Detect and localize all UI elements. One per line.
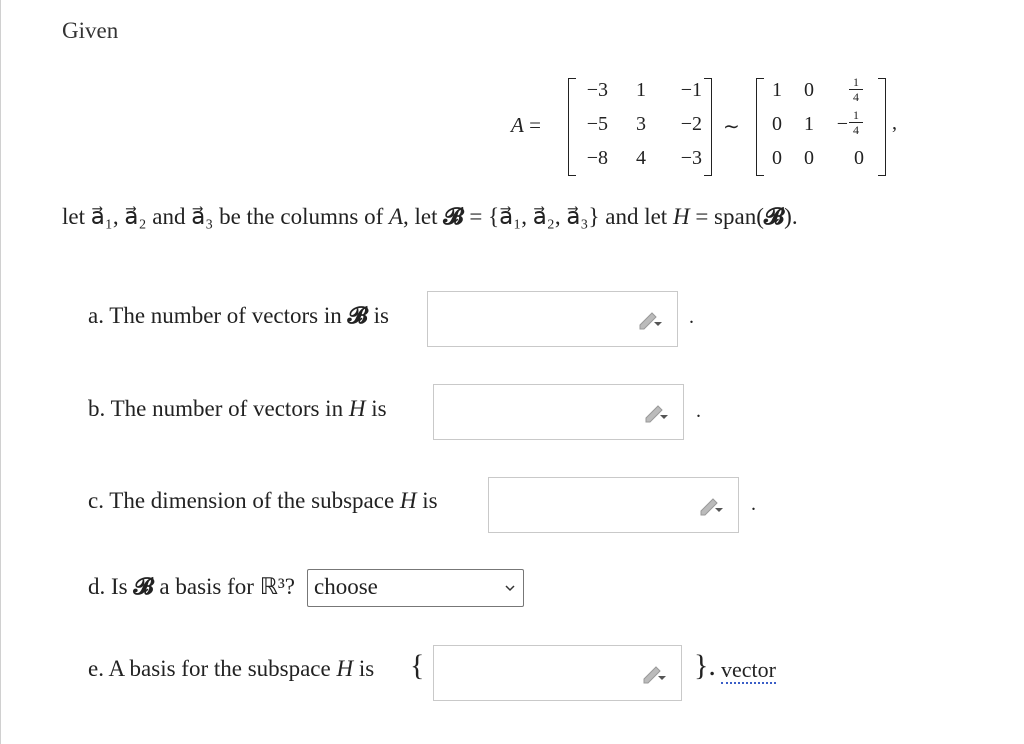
answer-input-c[interactable] [488, 477, 739, 533]
matrix-a-cell: 1 [636, 79, 646, 101]
answer-input-b[interactable] [433, 384, 684, 440]
matrix-r-cell: 0 [804, 79, 814, 101]
period: . [689, 306, 694, 328]
matrix-a-cell: −8 [586, 147, 608, 169]
equation-lhs: A = [511, 113, 541, 137]
open-brace: { [410, 649, 425, 682]
matrix-a-cell: 3 [636, 113, 646, 135]
matrix-a-cell: −2 [680, 113, 702, 135]
chevron-down-icon [505, 583, 515, 593]
select-value: choose [314, 574, 378, 599]
matrix-rref [756, 76, 886, 180]
problem-statement: let a⃗₁, a⃗₂ and a⃗₃ be the columns of A, let 𝓑 = {a⃗₁, a⃗₂, a⃗₃} and let H = span(𝓑). [62, 204, 798, 229]
pencil-icon[interactable] [641, 662, 667, 684]
pencil-icon[interactable] [637, 308, 663, 330]
question-c: c. The dimension of the subspace H is [88, 488, 438, 513]
question-e: e. A basis for the subspace H is [88, 656, 375, 681]
matrix-r-cell: 1 [804, 113, 814, 135]
matrix-r-cell: 0 [772, 147, 782, 169]
basis-select[interactable] [307, 569, 524, 607]
answer-input-a[interactable] [427, 291, 678, 347]
matrix-r-cell: 0 [804, 147, 814, 169]
matrix-a-cell: −5 [586, 113, 608, 135]
matrix-r-cell: 0 [772, 113, 782, 135]
question-d: d. Is 𝓑 a basis for ℝ³? [88, 574, 296, 599]
pencil-icon[interactable] [698, 494, 724, 516]
matrix-r-cell: 0 [854, 147, 864, 169]
matrix-a [568, 76, 712, 180]
fraction-one-quarter: 1 4 [849, 76, 863, 103]
period: . [751, 493, 756, 515]
equation-comma: , [892, 112, 897, 134]
question-b: b. The number of vectors in H is [88, 396, 387, 421]
period: . [696, 400, 701, 422]
matrix-a-cell: −3 [680, 147, 702, 169]
given-label: Given [62, 18, 119, 43]
matrix-a-cell: 4 [636, 147, 646, 169]
vector-help-link[interactable]: vector [721, 657, 776, 682]
minus-sign: − [836, 113, 848, 135]
matrix-a-cell: −1 [680, 79, 702, 101]
matrix-equation [0, 76, 1024, 180]
question-a: a. The number of vectors in 𝓑 is [88, 303, 389, 328]
row-equivalent-symbol: ∼ [723, 116, 740, 138]
matrix-a-cell: −3 [586, 79, 608, 101]
close-brace: }. [694, 649, 716, 682]
matrix-r-cell: 1 [772, 79, 782, 101]
pencil-icon[interactable] [643, 401, 669, 423]
answer-input-e[interactable] [433, 645, 682, 701]
fraction-one-quarter: 1 4 [849, 109, 863, 136]
